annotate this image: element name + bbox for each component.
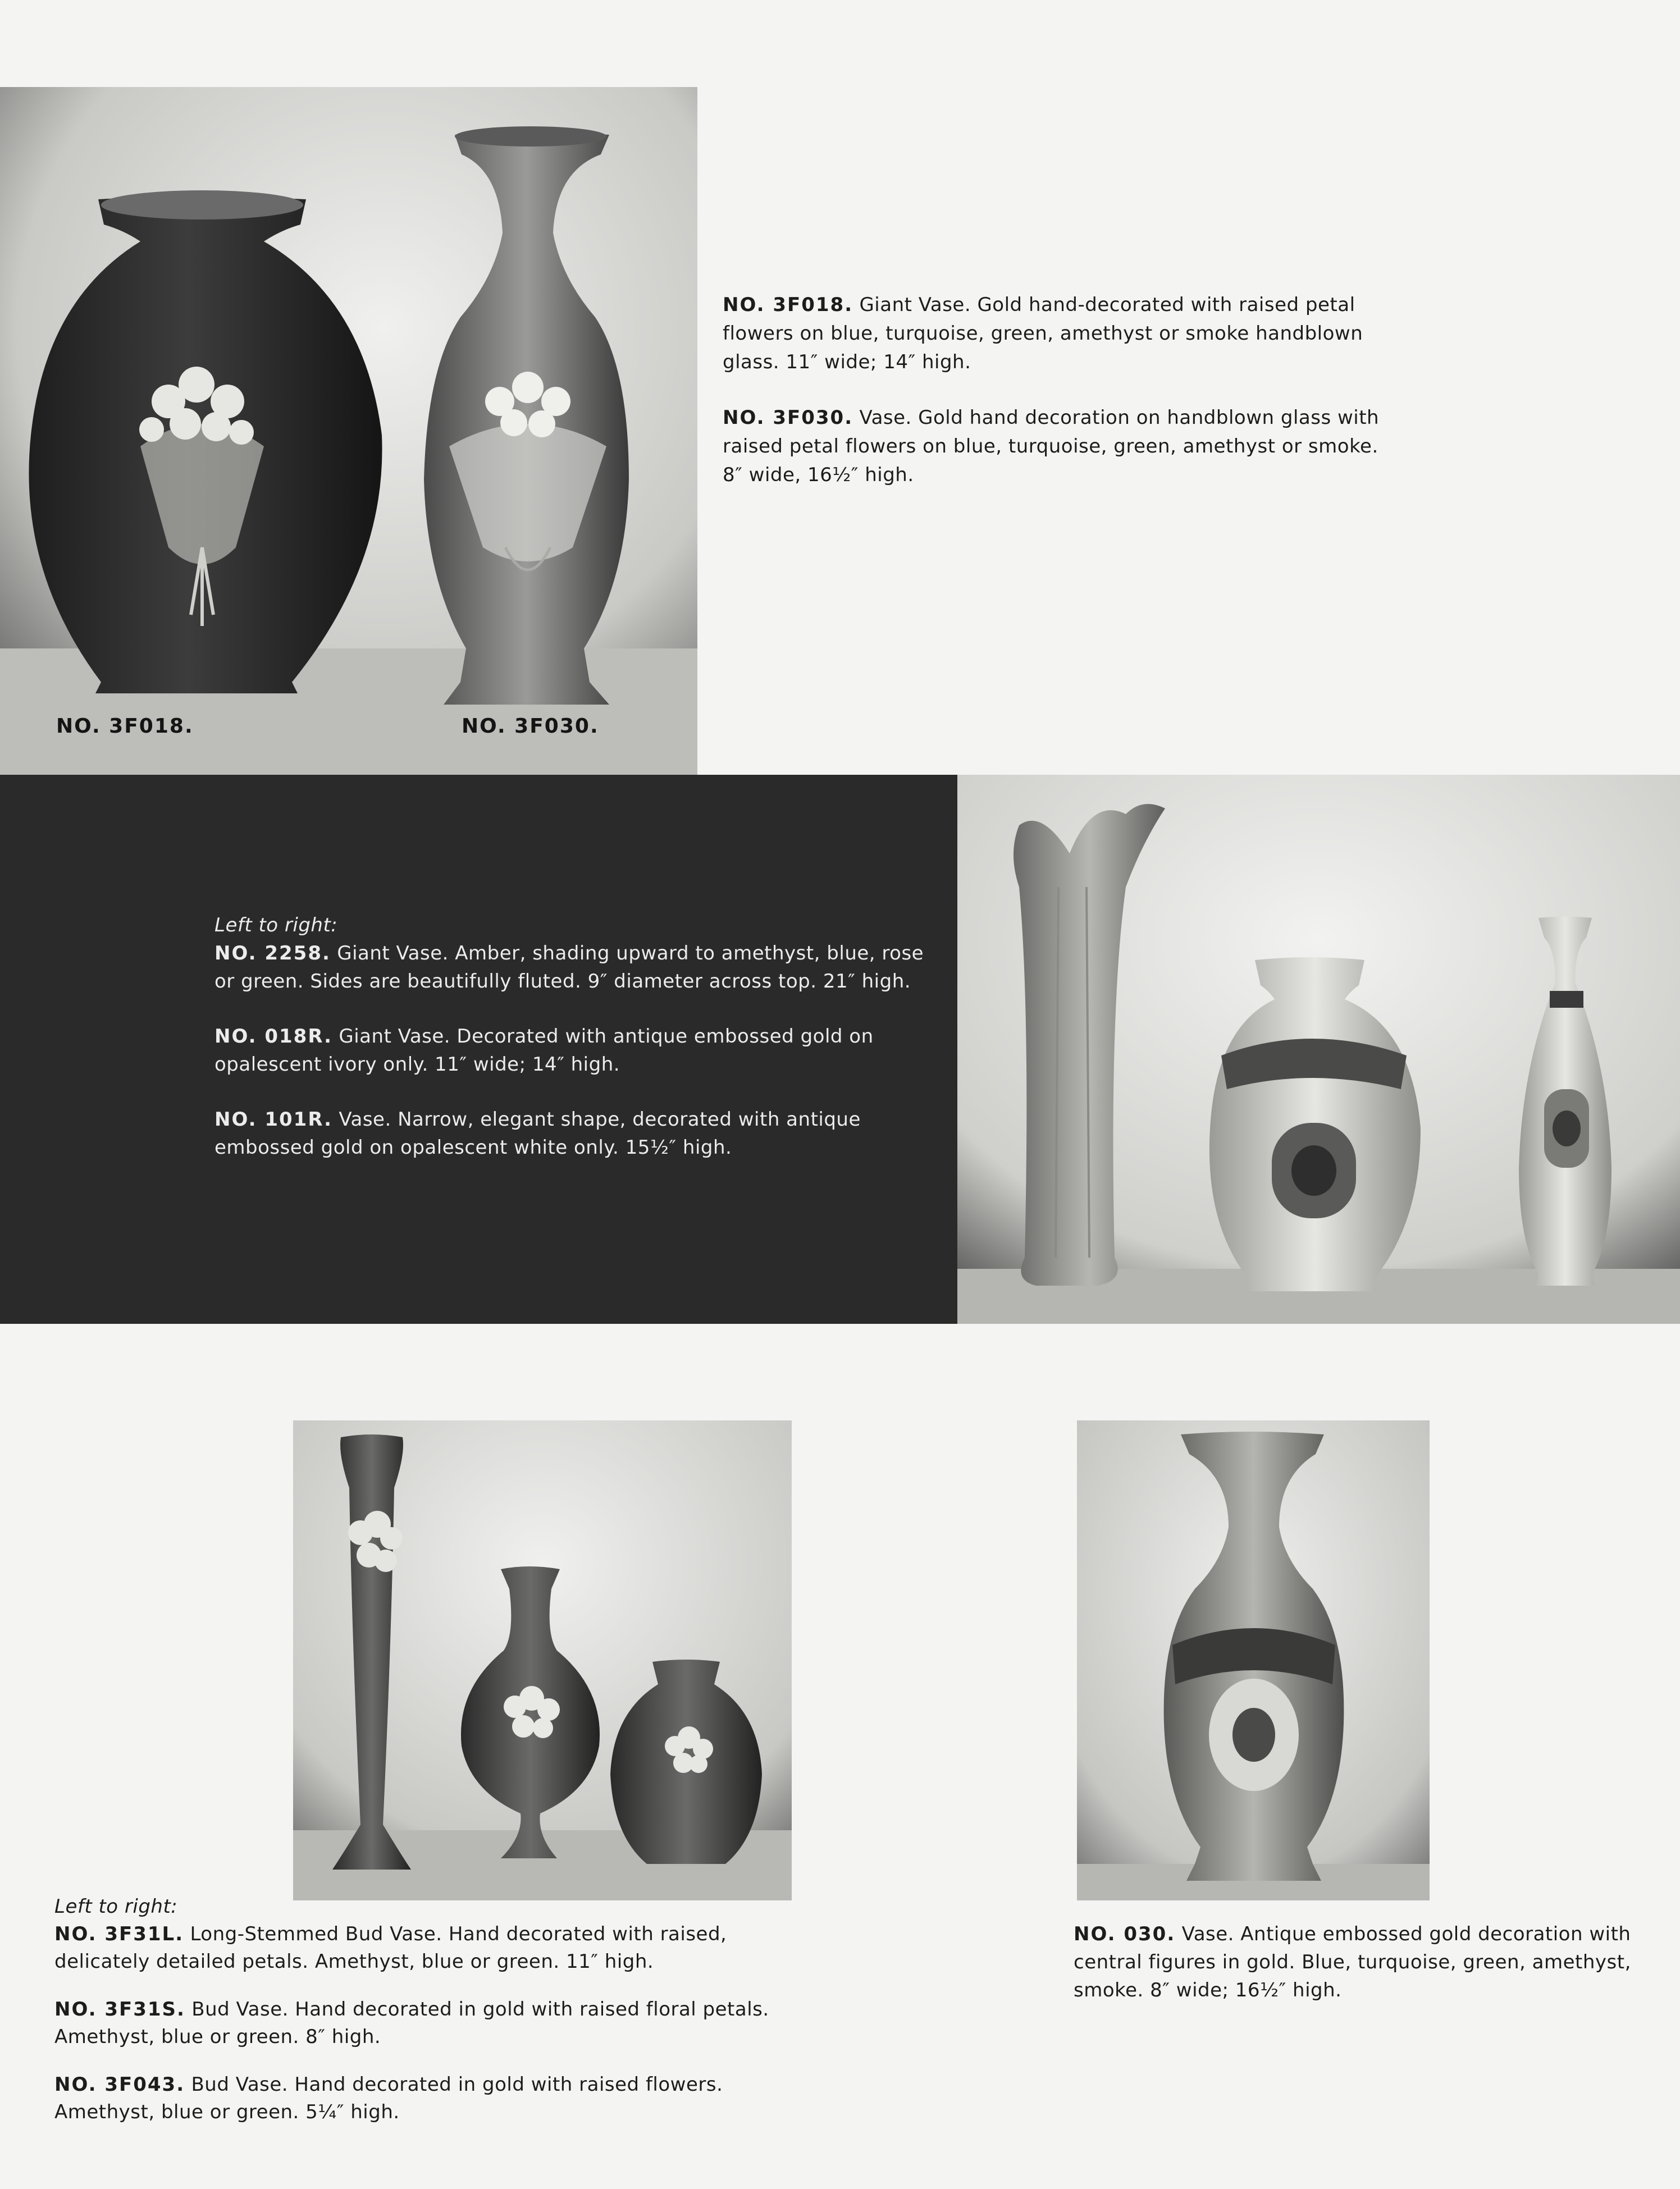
- caption-3f018: NO. 3F018.: [56, 715, 194, 738]
- bottom-left-descriptions: [54, 1893, 807, 2126]
- item-3f043: NO. 3F043. Bud Vase. Hand decorated in gold with raised flowers. Amethyst, blue or green. 5¼″ high.: [54, 2073, 723, 2123]
- item-3f018: NO. 3F018. Giant Vase. Gold hand-decorated with raised petal flowers on blue, turquoise, green, amethyst or smoke handblown glass. 11″ wide; 14″ high.: [723, 294, 1363, 373]
- top-descriptions: [723, 291, 1402, 517]
- item-101r: NO. 101R. Vase. Narrow, elegant shape, decorated with antique embossed gold on opalescent white only. 15½″ high.: [214, 1108, 861, 1159]
- item-018r: NO. 018R. Giant Vase. Decorated with antique embossed gold on opalescent ivory only. 11″ wide; 14″ high.: [214, 1025, 874, 1076]
- item-2258: NO. 2258. Giant Vase. Amber, shading upward to amethyst, blue, rose or green. Sides are beautifully fluted. 9″ diameter across top. 21″ high.: [214, 942, 924, 993]
- bottom-left-intro: Left to right:: [54, 1895, 178, 1918]
- photo-bottom-right: [1077, 1420, 1430, 1900]
- bottom-right-descriptions: [1074, 1920, 1658, 2004]
- middle-descriptions: [214, 911, 928, 1189]
- item-3f030: NO. 3F030. Vase. Gold hand decoration on handblown glass with raised petal flowers on blue, turquoise, green, amethyst or smoke. 8″ wide, 16½″ high.: [723, 406, 1380, 486]
- photo-top: [0, 87, 697, 775]
- caption-3f030: NO. 3F030.: [462, 715, 599, 738]
- photo-bottom-left: [293, 1420, 792, 1900]
- item-3f31l: NO. 3F31L. Long-Stemmed Bud Vase. Hand decorated with raised, delicately detailed petals. Amethyst, blue or green. 11″ high.: [54, 1923, 727, 1973]
- middle-intro: Left to right:: [214, 914, 338, 936]
- photo-middle: [957, 775, 1680, 1324]
- item-3f31s: NO. 3F31S. Bud Vase. Hand decorated in gold with raised floral petals. Amethyst, blue or green. 8″ high.: [54, 1998, 769, 2048]
- item-030: NO. 030. Vase. Antique embossed gold decoration with central figures in gold. Blue, turquoise, green, amethyst, smoke. 8″ wide; 16½″ high.: [1074, 1923, 1631, 2001]
